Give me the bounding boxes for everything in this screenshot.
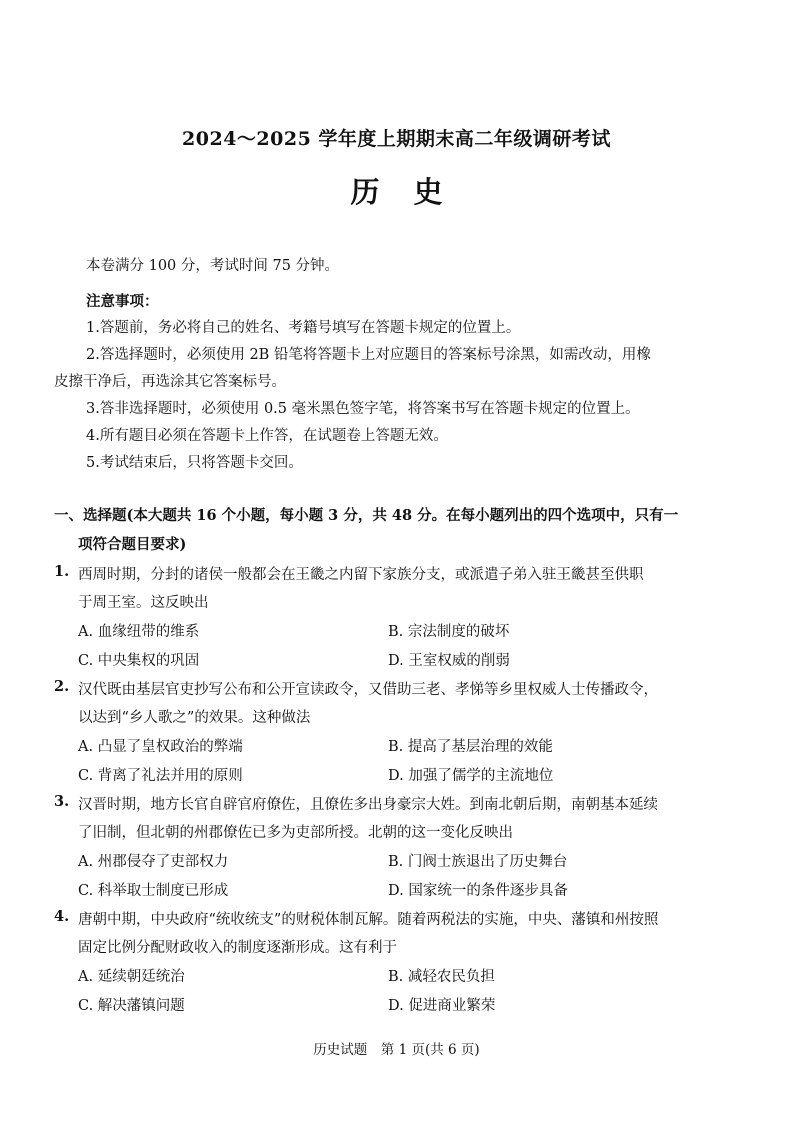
option-a: A. 延续朝廷统治: [78, 969, 185, 985]
question-stem: 固定比例分配财政收入的制度逐渐形成。这有利于: [78, 940, 397, 956]
option-c: C. 中央集权的巩固: [78, 653, 200, 669]
question-stem: 唐朝中期，中央政府“统收统支”的财税体制瓦解。随着两税法的实施，中央、藩镇和州按照: [78, 912, 659, 928]
question-stem: 了旧制，但北朝的州郡僚佐已多为吏部所授。北朝的这一变化反映出: [78, 825, 513, 841]
question-stem: 汉代既由基层官吏抄写公布和公开宣读政令，又借助三老、孝悌等乡里权威人士传播政令，: [78, 682, 658, 698]
option-b: B. 提高了基层治理的效能: [388, 739, 553, 755]
subject-title: 历史: [350, 175, 477, 209]
option-a: A. 州郡侵夺了吏部权力: [78, 854, 229, 870]
section-heading-continued: 项符合题目要求): [78, 536, 187, 553]
notice-heading: 注意事项：: [86, 293, 159, 310]
option-a: A. 血缘纽带的维系: [78, 624, 200, 640]
option-d: D. 国家统一的条件逐步具备: [388, 883, 568, 899]
option-a: A. 凸显了皇权政治的弊端: [78, 739, 243, 755]
page-footer: 历史试题 第 1 页(共 6 页): [313, 1042, 480, 1058]
question-stem: 以达到“乡人歌之”的效果。这种做法: [78, 710, 311, 726]
option-b: B. 门阀士族退出了历史舞台: [388, 854, 568, 870]
question-number: 1.: [54, 563, 70, 580]
option-c: C. 解决藩镇问题: [78, 998, 185, 1014]
option-d: D. 王室权威的削弱: [388, 653, 510, 669]
intro-text: 本卷满分 100 分，考试时间 75 分钟。: [86, 258, 340, 274]
option-d: D. 促进商业繁荣: [388, 998, 496, 1014]
exam-title: 2024～2025 学年度上期期末高二年级调研考试: [182, 128, 611, 150]
option-b: B. 宗法制度的破坏: [388, 624, 510, 640]
notice-item: 2.答选择题时，必须使用 2B 铅笔将答题卡上对应题目的答案标号涂黑，如需改动，用橡: [86, 347, 651, 363]
question-stem: 于周王室。这反映出: [78, 595, 209, 611]
question-stem: 汉晋时期，地方长官自辟官府僚佐，且僚佐多出身豪宗大姓。到南北朝后期，南朝基本延续: [78, 797, 658, 813]
option-d: D. 加强了儒学的主流地位: [388, 768, 554, 784]
option-c: C. 科举取士制度已形成: [78, 883, 229, 899]
notice-item: 4.所有题目必须在答题卡上作答，在试题卷上答题无效。: [86, 428, 448, 444]
notice-item: 1.答题前，务必将自己的姓名、考籍号填写在答题卡规定的位置上。: [86, 320, 521, 336]
option-b: B. 减轻农民负担: [388, 969, 495, 985]
option-c: C. 背离了礼法并用的原则: [78, 768, 243, 784]
notice-item-continued: 皮擦干净后，再选涂其它答案标号。: [54, 374, 286, 390]
question-number: 4.: [54, 908, 70, 925]
notice-item: 5.考试结束后，只将答题卡交回。: [86, 455, 303, 471]
question-stem: 西周时期，分封的诸侯一般都会在王畿之内留下家族分支，或派遣子弟入驻王畿甚至供职: [78, 567, 644, 583]
question-number: 3.: [54, 793, 70, 810]
notice-item: 3.答非选择题时，必须使用 0.5 毫米黑色签字笔，将答案书写在答题卡规定的位置上。: [86, 401, 640, 417]
section-heading: 一、选择题(本大题共 16 个小题，每小题 3 分，共 48 分。在每小题列出的四个选项中，只有一: [54, 507, 679, 524]
question-number: 2.: [54, 678, 70, 695]
